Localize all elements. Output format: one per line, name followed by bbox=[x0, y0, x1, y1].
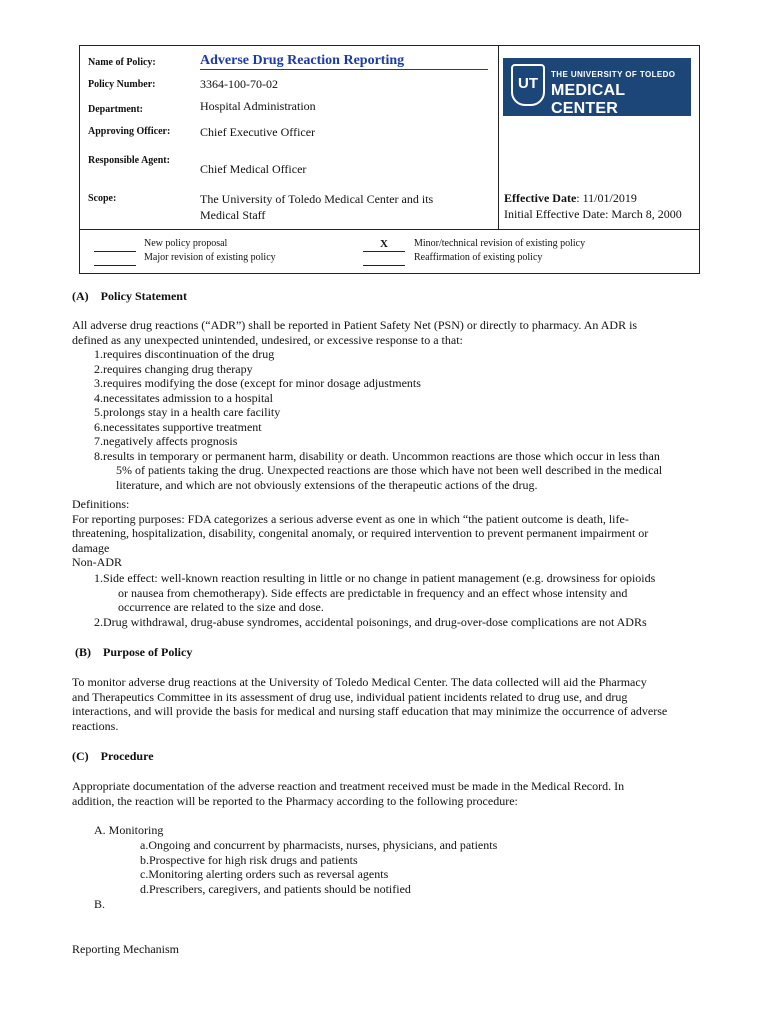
effective-date-label: Effective Date bbox=[504, 191, 577, 205]
section-c-heading: (C) Procedure bbox=[72, 749, 154, 763]
policy-number: 3364-100-70-02 bbox=[200, 77, 278, 91]
list-item: 3.requires modifying the dose (except for minor dosage adjustments bbox=[94, 376, 421, 390]
list-item: 8.results in temporary or permanent harm, disability or death. Uncommon reactions are those which occur in less than bbox=[94, 448, 660, 463]
definition-line-1: For reporting purposes: FDA categorizes a serious adverse event as one in which “the patient outcome is death, life- bbox=[72, 511, 629, 526]
intro-line-2: defined as any unexpected unintended, undesired, or excessive response to a that: bbox=[72, 332, 463, 347]
definitions-block bbox=[72, 497, 696, 570]
non-adr-list bbox=[94, 571, 655, 629]
minor-revision-blank bbox=[363, 251, 405, 252]
list-item: c.Monitoring alerting orders such as reversal agents bbox=[140, 867, 389, 881]
initial-effective-date: Initial Effective Date: March 8, 2000 bbox=[504, 207, 682, 221]
definitions-label: Definitions: bbox=[72, 497, 130, 511]
list-item-continuation: literature, and which are not obviously extensions of the therapeutic actions of the drug. bbox=[116, 477, 538, 492]
policy-number-label: Policy Number: bbox=[88, 79, 156, 90]
list-item: 5.prolongs stay in a health care facility bbox=[94, 405, 281, 419]
header-divider-vertical bbox=[498, 46, 499, 229]
item-b-label: B. bbox=[94, 897, 106, 911]
purpose-line-1: To monitor adverse drug reactions at the University of Toledo Medical Center. The data collected will aid the Pharmacy bbox=[72, 675, 647, 689]
major-revision-label: Major revision of existing policy bbox=[144, 252, 276, 263]
policy-title: Adverse Drug Reaction Reporting bbox=[200, 53, 488, 70]
list-item: 2.Drug withdrawal, drug-abuse syndromes, accidental poisonings, and drug-over-dose complications are not ADRs bbox=[94, 614, 647, 629]
effective-date: : 11/01/2019 bbox=[576, 191, 637, 205]
definition-line-3: damage bbox=[72, 540, 110, 555]
logo-line-1: THE UNIVERSITY OF TOLEDO bbox=[551, 70, 676, 79]
list-item-continuation: occurrence are related to the size and dose. bbox=[118, 600, 324, 614]
minor-revision-label: Minor/technical revision of existing policy bbox=[414, 238, 586, 249]
section-a-heading: (A) Policy Statement bbox=[72, 289, 187, 303]
scope-line-1: The University of Toledo Medical Center and its bbox=[200, 192, 434, 206]
responsible-agent: Chief Medical Officer bbox=[200, 162, 307, 176]
minor-revision-mark: X bbox=[380, 238, 388, 250]
major-revision-blank bbox=[94, 265, 136, 266]
list-item: 7.negatively affects prognosis bbox=[94, 434, 238, 448]
list-item-continuation: 5% of patients taking the drug. Unexpected reactions are those which have not been well described in the medical bbox=[116, 463, 663, 477]
reaffirmation-blank bbox=[363, 265, 405, 266]
approving-officer: Chief Executive Officer bbox=[200, 125, 316, 139]
list-item: b.Prospective for high risk drugs and patients bbox=[140, 852, 358, 867]
purpose-line-4: reactions. bbox=[72, 718, 119, 733]
scope-label: Scope: bbox=[88, 193, 117, 204]
header-divider-horizontal bbox=[80, 229, 699, 230]
list-item: d.Prescribers, caregivers, and patients should be notified bbox=[140, 881, 411, 896]
monitoring-list bbox=[140, 838, 497, 896]
logo-line-2: MEDICAL CENTER bbox=[551, 82, 625, 117]
new-proposal-label: New policy proposal bbox=[144, 238, 228, 249]
department: Hospital Administration bbox=[200, 99, 316, 113]
list-item: 4.necessitates admission to a hospital bbox=[94, 390, 273, 405]
list-item: 6.necessitates supportive treatment bbox=[94, 419, 262, 434]
non-adr-label: Non-ADR bbox=[72, 555, 122, 569]
list-item: 1.Side effect: well-known reaction resulting in little or no change in patient management (e.g. drowsiness for opioids bbox=[94, 571, 656, 585]
department-label: Department: bbox=[88, 104, 143, 115]
section-c-body bbox=[72, 779, 696, 808]
scope-value bbox=[200, 191, 433, 223]
purpose-line-2: and Therapeutics Committee in its assessment of drug use, individual patient incidents related to drug use, and drug bbox=[72, 689, 628, 704]
list-item: a.Ongoing and concurrent by pharmacists, nurses, physicians, and patients bbox=[140, 838, 498, 852]
utmc-logo bbox=[503, 58, 691, 116]
list-item-continuation: or nausea from chemotherapy). Side effects are predictable in frequency and an effect whose intensity and bbox=[118, 585, 628, 600]
approving-officer-label: Approving Officer: bbox=[88, 126, 171, 137]
reaffirmation-label: Reaffirmation of existing policy bbox=[414, 252, 543, 263]
responsible-agent-label: Responsible Agent: bbox=[88, 155, 170, 166]
section-b-heading: (B) Purpose of Policy bbox=[72, 645, 193, 659]
list-item: 2.requires changing drug therapy bbox=[94, 361, 253, 376]
adr-criteria-list bbox=[94, 347, 662, 492]
monitoring-label: A. Monitoring bbox=[94, 823, 164, 837]
effective-date-block bbox=[504, 190, 682, 222]
new-proposal-blank bbox=[94, 251, 136, 252]
ut-shield-icon: UT bbox=[511, 64, 545, 106]
section-b-body bbox=[72, 675, 696, 733]
reporting-mechanism-heading: Reporting Mechanism bbox=[72, 942, 179, 956]
procedure-line-2: addition, the reaction will be reported to the Pharmacy according to the following procedure: bbox=[72, 793, 518, 808]
scope-line-2: Medical Staff bbox=[200, 208, 266, 222]
definition-line-2: threatening, hospitalization, disability, congenital anomaly, or required intervention to prevent permanent impairment or bbox=[72, 526, 649, 540]
list-item: 1.requires discontinuation of the drug bbox=[94, 347, 275, 361]
intro-line-1: All adverse drug reactions (“ADR”) shall be reported in Patient Safety Net (PSN) or directly to pharmacy. An ADR is bbox=[72, 318, 638, 332]
policy-header-box bbox=[79, 45, 700, 274]
section-a-intro bbox=[72, 318, 696, 347]
purpose-line-3: interactions, and will provide the basis for medical and nursing staff education that may minimize the occurrence of adverse bbox=[72, 704, 668, 718]
procedure-line-1: Appropriate documentation of the adverse reaction and treatment received must be made in the Medical Record. In bbox=[72, 779, 625, 793]
name-of-policy-label: Name of Policy: bbox=[88, 57, 156, 68]
